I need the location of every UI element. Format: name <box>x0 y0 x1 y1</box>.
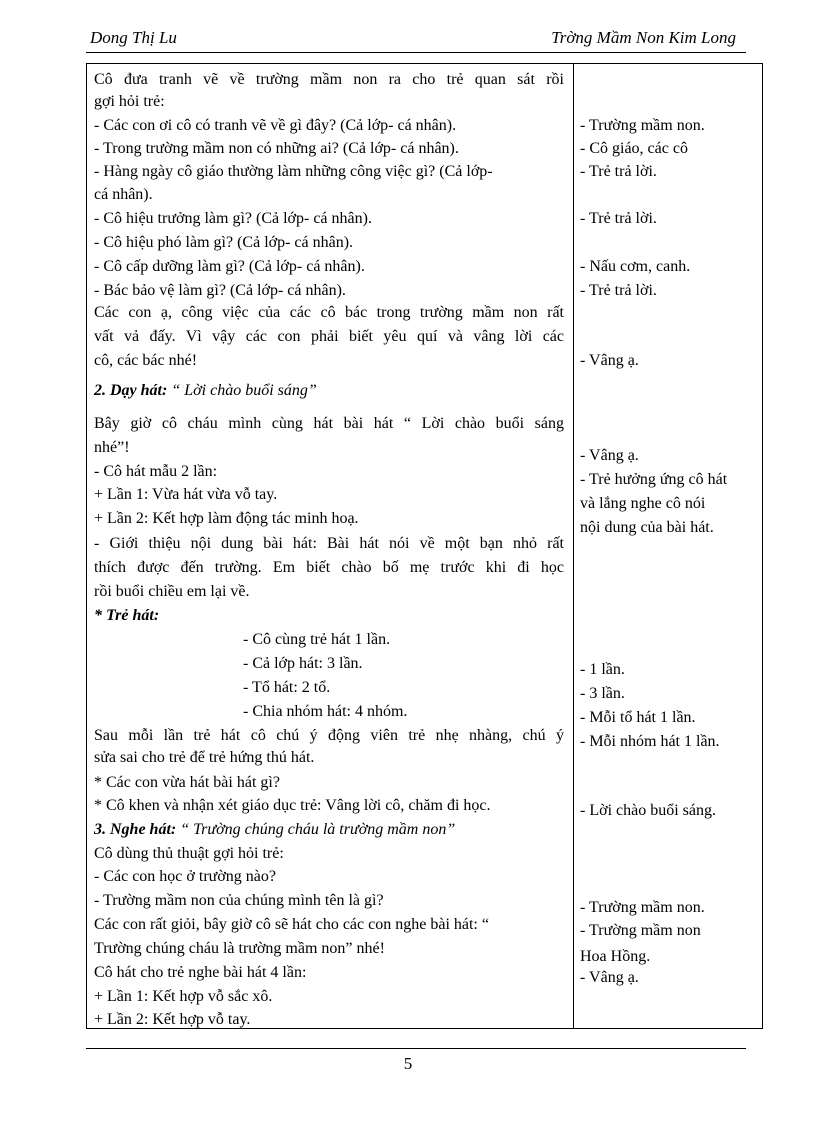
left-line-36: - Trường mầm non của chúng mình tên là gì? <box>94 892 384 909</box>
column-divider <box>573 64 574 1028</box>
left-line-40: + Lần 1: Kết hợp vỗ sắc xô. <box>94 988 273 1005</box>
left-line-35: - Các con học ở trường nào? <box>94 868 276 885</box>
left-line-22: thích được đến trường. Em biết chào bố mẹ trước khi đi học <box>94 559 564 576</box>
page-number: 5 <box>403 1054 413 1073</box>
left-line-9: - Cô cấp dưỡng làm gì? (Cả lớp- cá nhân). <box>94 258 365 275</box>
left-line-30: sửa sai cho trẻ để trẻ hứng thú hát. <box>94 749 315 766</box>
left-line-16: Bây giờ cô cháu mình cùng hát bài hát “ Lời chào buổi sáng <box>94 415 564 432</box>
left-line-19: + Lần 1: Vừa hát vừa vỗ tay. <box>94 486 278 503</box>
left-line-26: - Cả lớp hát: 3 lần. <box>243 655 363 672</box>
left-line-3: - Các con ơi cô có tranh vẽ về gì đây? (Cả lớp- cá nhân). <box>94 117 457 134</box>
left-line-8: - Cô hiệu phó làm gì? (Cả lớp- cá nhân). <box>94 234 354 251</box>
header-school: Trờng Mầm Non Kim Long <box>551 28 736 47</box>
section-2-title: “ Lời chào buổi sáng” <box>171 382 317 399</box>
left-line-32: * Cô khen và nhận xét giáo dục trẻ: Vâng lời cô, chăm đi học. <box>94 797 491 814</box>
right-line-18: - Trường mầm non <box>580 922 701 939</box>
right-line-14: - Mỗi tổ hát 1 lần. <box>580 709 696 726</box>
section-2-number: 2. Dạy hát: <box>94 382 168 399</box>
section-3-heading <box>94 820 455 840</box>
left-line-12: vất vả đấy. Vì vậy các con phải biết yêu quí và vâng lời các <box>94 328 564 345</box>
left-line-21: - Giới thiệu nội dung bài hát: Bài hát nói về một bạn nhỏ rất <box>94 535 564 552</box>
left-line-41: + Lần 2: Kết hợp vỗ tay. <box>94 1011 251 1028</box>
left-line-5: - Hàng ngày cô giáo thường làm những công việc gì? (Cả lớp- <box>94 163 493 180</box>
left-line-34: Cô dùng thủ thuật gợi hỏi trẻ: <box>94 845 284 862</box>
left-line-13: cô, các bác nhé! <box>94 352 198 369</box>
left-line-4: - Trong trường mầm non có những ai? (Cả lớp- cá nhân). <box>94 140 459 157</box>
left-line-28: - Chia nhóm hát: 4 nhóm. <box>243 703 408 720</box>
left-line-6: cá nhân). <box>94 186 153 203</box>
left-line-18: - Cô hát mẫu 2 lần: <box>94 463 218 480</box>
right-line-10: và lắng nghe cô nói <box>580 495 706 512</box>
right-line-1: - Trường mầm non. <box>580 117 705 134</box>
section-2-heading <box>94 381 317 401</box>
section-3-number: 3. Nghe hát: <box>94 821 177 838</box>
left-line-38: Trường chúng cháu là trường mầm non” nhé! <box>94 940 385 957</box>
header-rule <box>86 52 746 53</box>
right-line-17: - Trường mầm non. <box>580 899 705 916</box>
left-line-39: Cô hát cho trẻ nghe bài hát 4 lần: <box>94 964 307 981</box>
right-line-9: - Trẻ hưởng ứng cô hát <box>580 471 728 488</box>
right-line-7: - Vâng ạ. <box>580 352 639 369</box>
right-line-2: - Cô giáo, các cô <box>580 140 688 157</box>
section-3-title: “ Trường chúng cháu là trường mầm non” <box>180 821 456 838</box>
tre-hat-heading: * Trẻ hát: <box>94 607 160 624</box>
left-line-1: Cô đưa tranh vẽ về trường mầm non ra cho trẻ quan sát rồi <box>94 71 564 88</box>
right-line-8: - Vâng ạ. <box>580 447 639 464</box>
right-line-5: - Nấu cơm, canh. <box>580 258 691 275</box>
right-line-15: - Mỗi nhóm hát 1 lần. <box>580 733 720 750</box>
right-line-20: - Vâng ạ. <box>580 969 639 986</box>
right-line-3: - Trẻ trả lời. <box>580 163 657 180</box>
left-line-10: - Bác bảo vệ làm gì? (Cả lớp- cá nhân). <box>94 282 346 299</box>
left-line-11: Các con ạ, công việc của các cô bác trong trường mầm non rất <box>94 304 564 321</box>
left-line-37: Các con rất giỏi, bây giờ cô sẽ hát cho các con nghe bài hát: “ <box>94 916 489 933</box>
right-line-19: Hoa Hồng. <box>580 948 651 965</box>
right-line-4: - Trẻ trả lời. <box>580 210 657 227</box>
right-line-12: - 1 lần. <box>580 661 625 678</box>
left-line-20: + Lần 2: Kết hợp làm động tác minh hoạ. <box>94 510 359 527</box>
left-line-27: - Tổ hát: 2 tổ. <box>243 679 331 696</box>
left-line-31: * Các con vừa hát bài hát gì? <box>94 774 280 791</box>
header-author: Dong Thị Lu <box>90 28 177 47</box>
left-line-29: Sau mỗi lần trẻ hát cô chú ý động viên trẻ nhẹ nhàng, chú ý <box>94 727 564 744</box>
left-line-17: nhé”! <box>94 439 130 456</box>
left-line-2: gợi hỏi trẻ: <box>94 93 165 110</box>
left-line-25: - Cô cùng trẻ hát 1 lần. <box>243 631 391 648</box>
left-line-7: - Cô hiệu trưởng làm gì? (Cả lớp- cá nhân). <box>94 210 372 227</box>
right-line-11: nội dung của bài hát. <box>580 519 714 536</box>
left-line-23: rồi buổi chiều em lại về. <box>94 583 250 600</box>
right-line-13: - 3 lần. <box>580 685 625 702</box>
right-line-16: - Lời chào buổi sáng. <box>580 802 716 819</box>
footer-rule <box>86 1048 746 1049</box>
right-line-6: - Trẻ trả lời. <box>580 282 657 299</box>
